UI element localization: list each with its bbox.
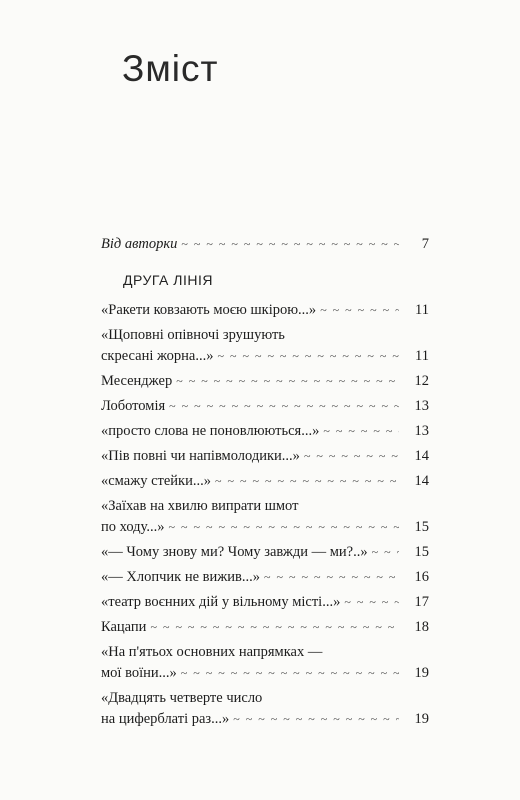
toc-entry-page: 14	[414, 473, 429, 489]
toc-entry-page: 13	[414, 398, 429, 414]
toc-entry-title: «Пів повні чи напівмолодики...»	[101, 448, 300, 464]
toc-entry-title-line: «Двадцять четверте число	[101, 690, 263, 706]
page-title: Зміст	[122, 48, 219, 89]
toc-entry-title-line: «Заїхав на хвилю випрати шмот	[101, 498, 299, 514]
toc-entry	[101, 325, 429, 367]
toc-entry-page: 19	[414, 711, 429, 727]
toc-entry-title: «Ракети ковзають моєю шкірою...»	[101, 302, 317, 318]
toc-entry-page: 7	[421, 236, 429, 252]
toc-entry-intro	[101, 234, 429, 255]
toc-entry	[101, 496, 429, 538]
dot-leader	[168, 517, 399, 538]
dot-leader	[217, 346, 399, 367]
toc-entry-page: 17	[414, 594, 429, 610]
table-of-contents	[101, 234, 429, 730]
toc-entry	[101, 446, 429, 467]
dot-leader	[169, 396, 399, 417]
toc-entry-page: 16	[414, 569, 429, 585]
toc-entry	[101, 617, 429, 638]
toc-entry-title: Кацапи	[101, 619, 147, 635]
toc-entry-page: 14	[414, 448, 429, 464]
dot-leader	[233, 709, 399, 730]
toc-entry-title: Лоботомія	[101, 398, 166, 414]
toc-entry-title: мої воїни...»	[101, 665, 177, 681]
toc-entry-title: на циферблаті раз...»	[101, 711, 230, 727]
dot-leader	[215, 471, 399, 492]
toc-entry-page: 18	[414, 619, 429, 635]
toc-entry	[101, 396, 429, 417]
toc-entry-title: «смажу стейки...»	[101, 473, 211, 489]
toc-entry-title: «просто слова не поновлюються...»	[101, 423, 320, 439]
toc-entry	[101, 421, 429, 442]
dot-leader	[264, 567, 399, 588]
toc-entry-title: Від авторки	[101, 236, 178, 252]
toc-entry	[101, 567, 429, 588]
toc-entry-title: Месенджер	[101, 373, 173, 389]
toc-entry-title-line: «На п'ятьох основних напрямках —	[101, 644, 323, 660]
dot-leader	[181, 234, 399, 255]
toc-entry	[101, 592, 429, 613]
toc-entry	[101, 371, 429, 392]
toc-entry	[101, 688, 429, 730]
dot-leader	[304, 446, 399, 467]
toc-entry	[101, 642, 429, 684]
toc-entry-title: «— Чому знову ми? Чому завжди — ми?..»	[101, 544, 368, 560]
dot-leader	[323, 421, 399, 442]
toc-entry-page: 15	[414, 519, 429, 535]
dot-leader	[344, 592, 399, 613]
dot-leader	[372, 542, 399, 563]
section-title: ДРУГА ЛІНІЯ	[123, 272, 213, 288]
toc-entry-title: скресані жорна...»	[101, 348, 214, 364]
toc-entry	[101, 300, 429, 321]
dot-leader	[320, 300, 399, 321]
toc-entry-title: «театр воєнних дій у вільному місті...»	[101, 594, 341, 610]
toc-entries	[101, 300, 429, 730]
toc-entry-title: по ходу...»	[101, 519, 165, 535]
toc-entry-page: 11	[415, 348, 429, 364]
toc-entry-page: 12	[414, 373, 429, 389]
toc-entry-title-line: «Щоповні опівночі зрушують	[101, 327, 285, 343]
toc-entry	[101, 471, 429, 492]
dot-leader	[150, 617, 399, 638]
toc-entry-page: 19	[414, 665, 429, 681]
toc-entry-page: 15	[414, 544, 429, 560]
toc-entry	[101, 542, 429, 563]
toc-entry-page: 11	[415, 302, 429, 318]
dot-leader	[181, 663, 399, 684]
toc-entry-title: «— Хлопчик не вижив...»	[101, 569, 260, 585]
toc-entry-page: 13	[414, 423, 429, 439]
dot-leader	[176, 371, 399, 392]
